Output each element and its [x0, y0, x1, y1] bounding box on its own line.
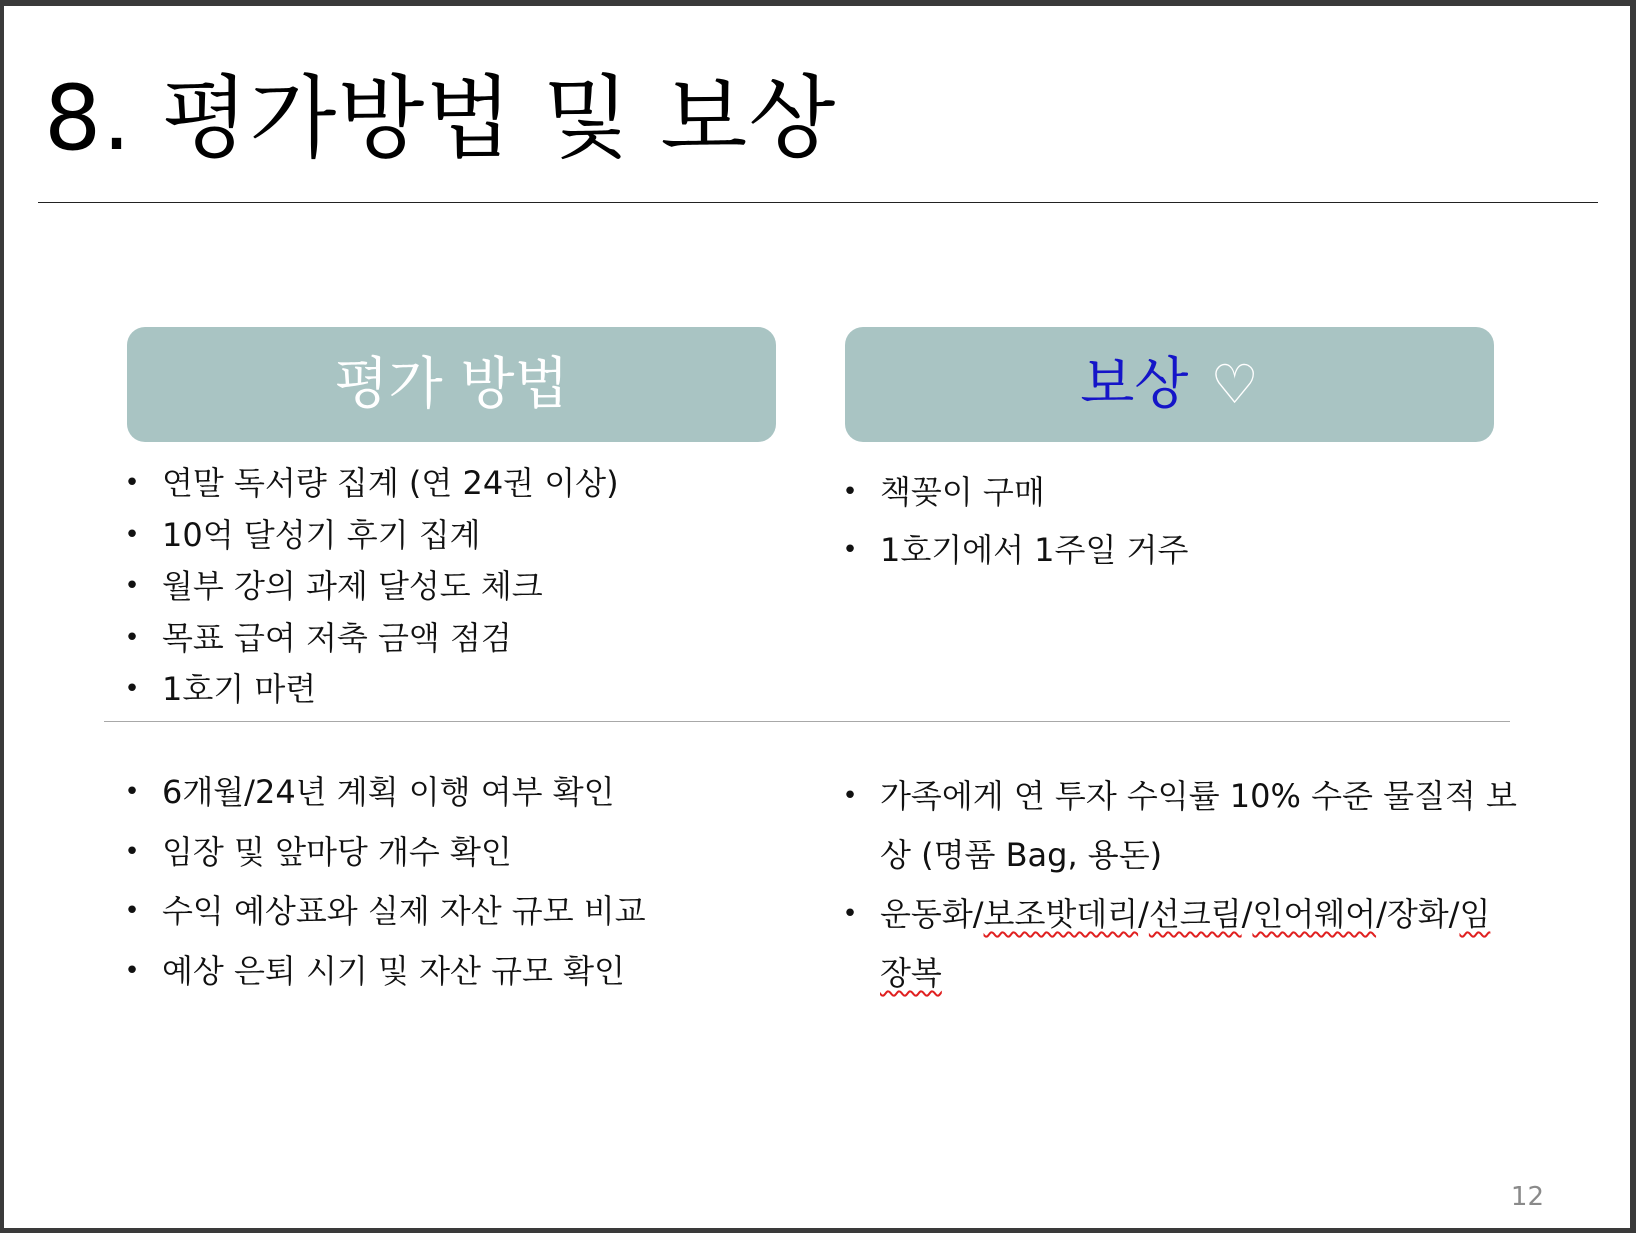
misspelled-word[interactable]: 선크림: [1148, 895, 1242, 933]
list-item: [840, 885, 1520, 1003]
list-item-text: 예상 은퇴 시기 및 자산 규모 확인: [162, 951, 625, 990]
list-item-text: 임장 및 앞마당 개수 확인: [162, 832, 512, 871]
bullet-icon: •: [124, 468, 140, 498]
text-segment: /: [1138, 895, 1149, 933]
evaluation-list-bottom: [122, 767, 646, 1005]
reward-header: [845, 327, 1494, 442]
list-item: [122, 827, 646, 887]
list-item: [840, 467, 1188, 525]
section-divider: [104, 721, 1510, 722]
list-item: [840, 767, 1520, 885]
list-item-text: 6개월/24년 계획 이행 여부 확인: [162, 773, 615, 811]
list-item-text: 월부 강의 과제 달성도 체크: [162, 567, 543, 605]
list-item: [122, 886, 646, 946]
list-item: [122, 510, 619, 562]
misspelled-word[interactable]: 인어웨어: [1252, 895, 1377, 933]
list-item: [840, 525, 1188, 583]
list-item: [122, 458, 619, 510]
heart-outline-icon: ♡: [1210, 352, 1259, 416]
list-item: [122, 664, 619, 716]
misspelled-word[interactable]: 임장복: [880, 895, 1491, 992]
title-divider: [38, 202, 1598, 203]
list-item: [122, 946, 646, 1006]
bullet-icon: •: [124, 571, 140, 601]
bullet-icon: •: [842, 899, 858, 929]
bullet-icon: •: [842, 477, 858, 507]
list-item-text: 연말 독서량 집계 (연 24권 이상): [162, 464, 619, 502]
misspelled-word[interactable]: 보조밧데리: [983, 895, 1139, 933]
bullet-icon: •: [842, 535, 858, 565]
list-item-text: 1호기 마련: [162, 670, 317, 708]
page-number: 12: [1510, 1182, 1544, 1212]
list-item-text: 가족에게 연 투자 수익률 10% 수준 물질적 보상 (명품 Bag, 용돈): [880, 777, 1517, 874]
slide-title: 8. 평가방법 및 보상: [44, 66, 837, 171]
bullet-icon: •: [124, 955, 140, 986]
bullet-icon: •: [124, 836, 140, 867]
list-item-text: 1호기에서 1주일 거주: [880, 531, 1189, 569]
bullet-icon: •: [124, 622, 140, 653]
list-item-text: 목표 급여 저축 금액 점검: [162, 618, 512, 657]
bullet-icon: •: [124, 896, 140, 926]
list-item: [122, 561, 619, 613]
text-segment: 운동화/: [880, 895, 984, 933]
reward-header-label: 보상: [1080, 351, 1189, 417]
list-item: [122, 613, 619, 665]
list-item-text: [880, 895, 1490, 992]
bullet-icon: •: [124, 519, 140, 550]
list-item-text: 수익 예상표와 실제 자산 규모 비교: [162, 892, 646, 930]
reward-list-top: [840, 467, 1188, 583]
text-segment: /: [1241, 895, 1253, 933]
evaluation-method-header-label: 평가 방법: [334, 351, 569, 417]
slide: [4, 6, 1630, 1228]
evaluation-method-header: [127, 327, 776, 442]
bullet-icon: •: [124, 674, 140, 704]
text-segment: /장화/: [1376, 895, 1460, 933]
reward-list-bottom: [840, 767, 1520, 1003]
list-item-text: 책꽂이 구매: [880, 473, 1045, 511]
list-item: [122, 767, 646, 827]
list-item-text: 10억 달성기 후기 집계: [162, 515, 481, 554]
bullet-icon: •: [124, 777, 140, 807]
bullet-icon: •: [842, 781, 858, 811]
evaluation-list-top: [122, 458, 619, 716]
